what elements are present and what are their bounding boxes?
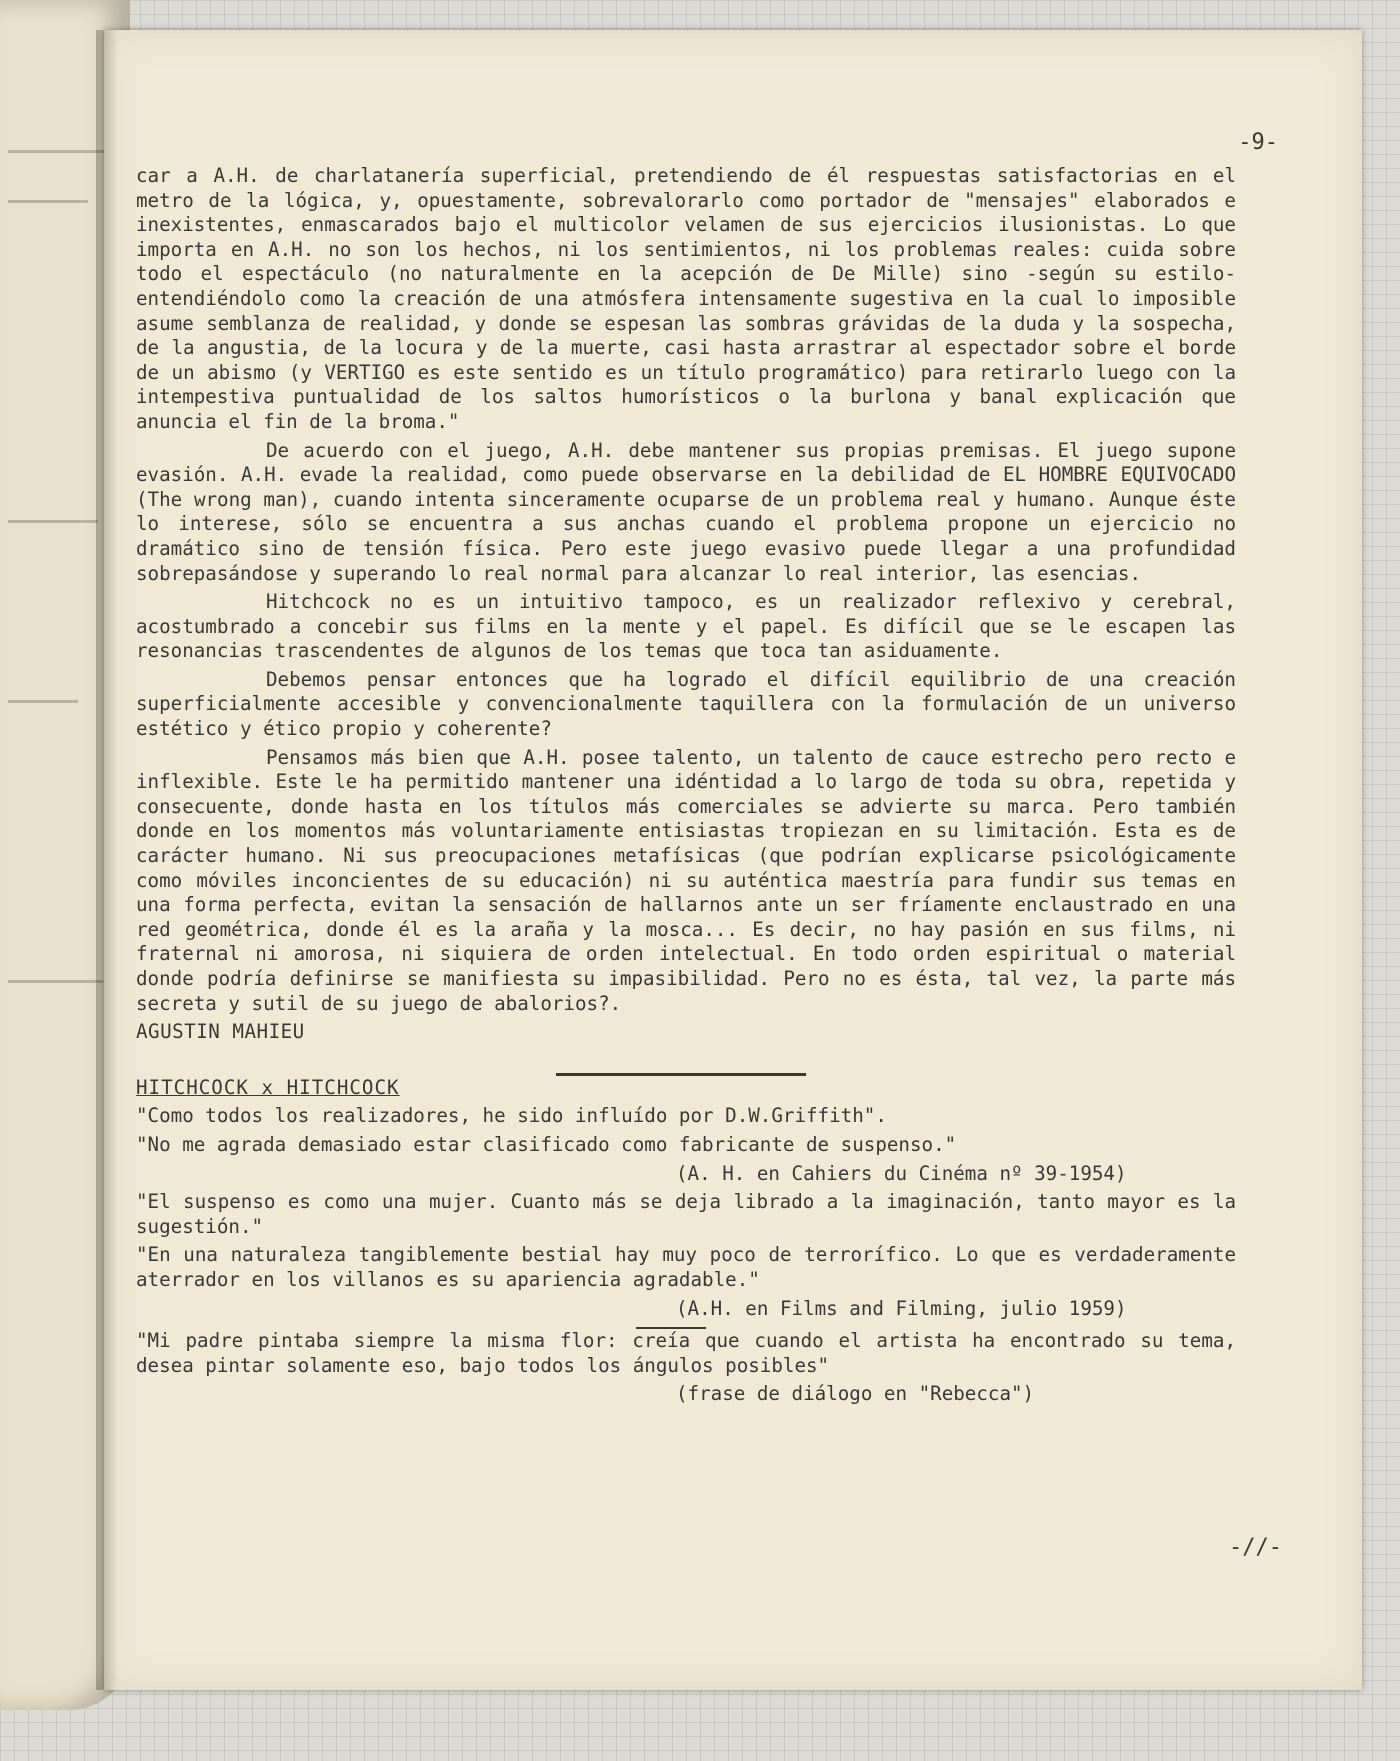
quote: "No me agrada demasiado estar clasificado como fabricante de suspenso."	[136, 1132, 957, 1156]
bleed-through-line	[8, 520, 98, 523]
page-number: -9-	[1238, 130, 1278, 155]
quote: "Mi padre pintaba siempre la misma flor: creía que cuando el artista ha encontrado su tema, desea pintar solamente eso, bajo todos los ángulos posibles"	[136, 1329, 1236, 1377]
quote-citation: (A. H. en Cahiers du Cinéma nº 39-1954)	[676, 1161, 1127, 1185]
bleed-through-line	[8, 700, 78, 703]
document-page	[104, 30, 1362, 1690]
bleed-through-line	[8, 200, 88, 203]
paragraph: Pensamos más bien que A.H. posee talento, un talento de cauce estrecho pero recto e inflexible. Este le ha permitido mantener una idéntidad a lo largo de toda su obra, repetida y consecuente, donde hasta en los títulos más comerciales se advierte su marca. Pero también donde en los momentos más voluntariamente entisiastas tropiezan en su limitación. Esta es de carácter humano. Ni sus preocupaciones metafísicas (que podrían explicarse psicológicamente como móviles inconcientes de su educación) ni su auténtica maestría para fundir sus temas en una forma perfecta, evitan la sensación de hallarnos ante un ser fríamente enclaustrado en una red geométrica, donde él es la araña y la mosca... Es decir, no hay pasión en sus films, ni fraternal ni amorosa, ni siquiera de orden intelectual. En todo orden espiritual o material donde podría definirse se manifiesta su impasibilidad. Pero no es ésta, tal vez, la parte más secreta y sutil de su juego de abalorios?.	[136, 745, 1236, 1015]
bleed-through-line	[8, 980, 103, 983]
page-content	[136, 164, 1236, 1411]
paragraph: De acuerdo con el juego, A.H. debe mantener sus propias premisas. El juego supone evasión. A.H. evade la realidad, como puede observarse en la debilidad de EL HOMBRE EQUIVOCADO (The wrong man), cuando intenta sinceramente ocuparse de un problema real y humano. Aunque éste lo interese, sólo se encuentra a sus anchas cuando el problema propone un ejercicio no dramático sino de tensión física. Pero este juego evasivo puede llegar a una profundidad sobrepasándose y superando lo real normal para alcanzar lo real interior, las esencias.	[136, 438, 1236, 585]
paragraph: Hitchcock no es un intuitivo tampoco, es un realizador reflexivo y cerebral, acostumbrado a concebir sus films en la mente y el papel. Es difícil que se le escapen las resonancias trascendentes de algunos de los temas que toca tan asiduamente.	[136, 590, 1236, 663]
author-signature: AGUSTIN MAHIEU	[136, 1020, 305, 1044]
binding-shadow	[96, 30, 118, 1690]
quote: "El suspenso es como una mujer. Cuanto más se deja librado a la imaginación, tanto mayor es la sugestión."	[136, 1190, 1236, 1238]
end-mark: -//-	[1229, 1535, 1282, 1560]
quote-citation: (frase de diálogo en "Rebecca")	[676, 1382, 1035, 1406]
bleed-through-line	[8, 150, 108, 153]
paragraph: Debemos pensar entonces que ha logrado el difícil equilibrio de una creación superficialmente accesible y convencionalmente taquillera con la formulación de un universo estético y ético propio y coherente?	[136, 667, 1236, 741]
quote-citation: (A.H. en Films and Filming, julio 1959)	[676, 1296, 1127, 1320]
section-title: HITCHCOCK x HITCHCOCK	[136, 1075, 400, 1099]
paragraph: car a A.H. de charlatanería superficial, pretendiendo de él respuestas satisfactorias en el metro de la lógica, y, opuestamente, sobrevalorarlo como portador de "mensajes" elaborados e inexistentes, enmascarados bajo el multicolor velamen de sus ejercicios ilusionistas. Lo que importa en A.H. no son los hechos, ni los sentimientos, ni los problemas reales: cuida sobre todo el espectáculo (no naturalmente en la acepción de De Mille) sino -según su estilo- entendiéndolo como la creación de una atmósfera intensamente sugestiva en la cual lo imposible asume semblanza de realidad, y donde se espesan las sombras grávidas de la duda y la sospecha, de la angustia, de la locura y de la muerte, casi hasta arrastrar al espectador sobre el borde de un abismo (y VERTIGO es este sentido es un título programático) para retirarlo luego con la intempestiva puntualidad de los saltos humorísticos o la burlona y banal explicación que anuncia el fin de la broma."	[136, 164, 1236, 433]
quote: "En una naturaleza tangiblemente bestial hay muy poco de terrorífico. Lo que es verdaderamente aterrador en los villanos es su apariencia agradable."	[136, 1243, 1236, 1291]
quote: "Como todos los realizadores, he sido influído por D.W.Griffith".	[136, 1104, 887, 1128]
